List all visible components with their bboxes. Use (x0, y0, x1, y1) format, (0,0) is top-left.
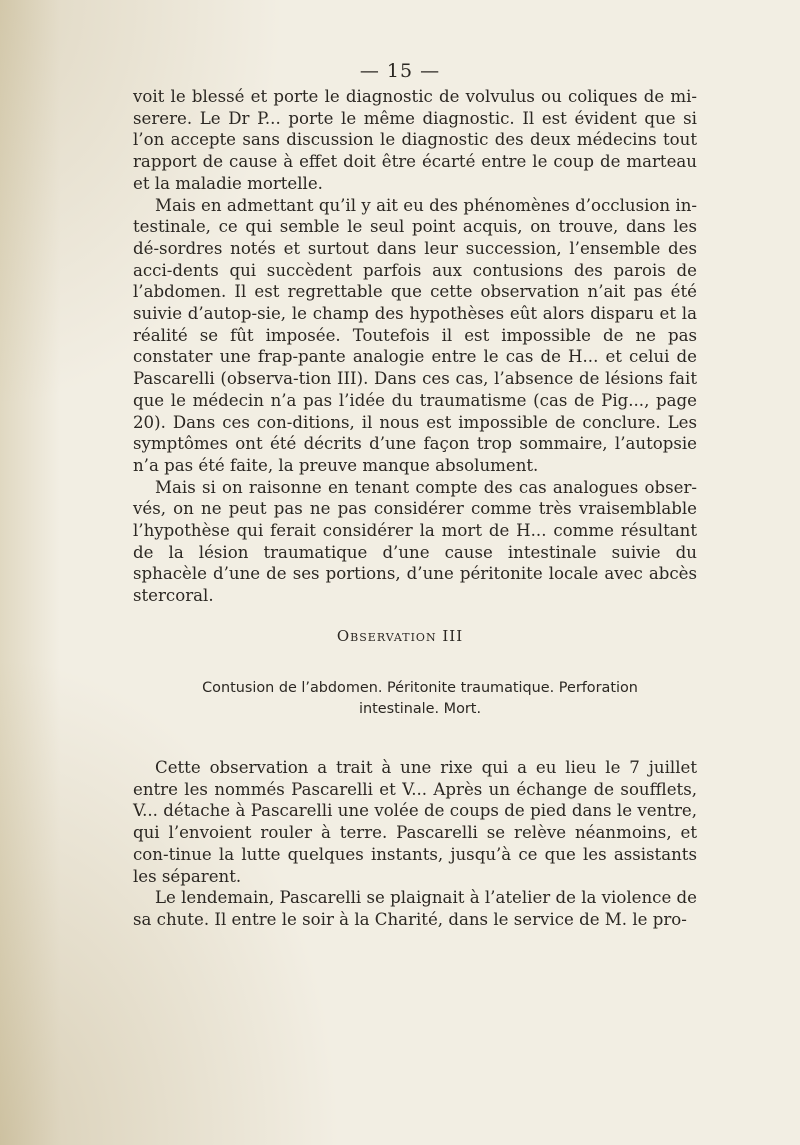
observation-subheading: Contusion de l’abdomen. Péritonite traumatique. Perforation intestinale. Mort. (202, 680, 638, 717)
observation-heading: Observation III (336, 627, 464, 645)
paragraph: Mais en admettant qu’il y ait eu des phénomènes d’occlusion in-testinale, ce qui semble le seul point acquis, on trouve, dans les dé-sordres notés et surtout dans leur succession, l’ensemble des acci-dents qui succèdent parfois aux contusions des parois de l’abdomen. Il est regrettable que cette observation n’ait pas été suivie d’autop-sie, le champ des hypothèses eût alors disparu et la réalité se fût imposée. Toutefois il est impossible de ne pas constater une frap-pante analogie entre le cas de H... et celui de Pascarelli (observa-tion III). Dans ces cas, l’absence de lésions fait que le médecin n’a pas l’idée du traumatisme (cas de Pig..., page 20). Dans ces con-ditions, il nous est impossible de conclure. Les symptômes ont été décrits d’une façon trop sommaire, l’autopsie n’a pas été faite, la preuve manque absolument. (133, 195, 697, 475)
body-text-bottom (133, 757, 697, 931)
paragraph: Le lendemain, Pascarelli se plaignait à l’atelier de la violence de sa chute. Il entre le soir à la Charité, dans le service de M. le pro- (133, 888, 697, 929)
body-text-top (133, 86, 697, 607)
paragraph: Cette observation a trait à une rixe qui a eu lieu le 7 juillet entre les nommés Pascarelli et V... Après un échange de soufflets, V... détache à Pascarelli une volée de coups de pied dans le ventre, qui l’envoient rouler à terre. Pascarelli se relève néanmoins, et con-tinue la lutte quelques instants, jusqu’à ce que les assistants les séparent. (133, 758, 697, 886)
paragraph: voit le blessé et porte le diagnostic de volvulus ou coliques de mi-serere. Le Dr P... porte le même diagnostic. Il est évident que si l’on accepte sans discussion le diagnostic des deux médecins tout rapport de cause à effet doit être écarté entre le coup de marteau et la maladie mortelle. (133, 87, 697, 193)
paragraph: Mais si on raisonne en tenant compte des cas analogues obser-vés, on ne peut pas ne pas considérer comme très vraisemblable l’hypothèse qui ferait considérer la mort de H... comme résultant de la lésion traumatique d’une cause intestinale suivie du sphacèle d’une de ses portions, d’une péritonite locale avec abcès stercoral. (133, 477, 697, 606)
page-number: — 15 — (359, 60, 441, 82)
